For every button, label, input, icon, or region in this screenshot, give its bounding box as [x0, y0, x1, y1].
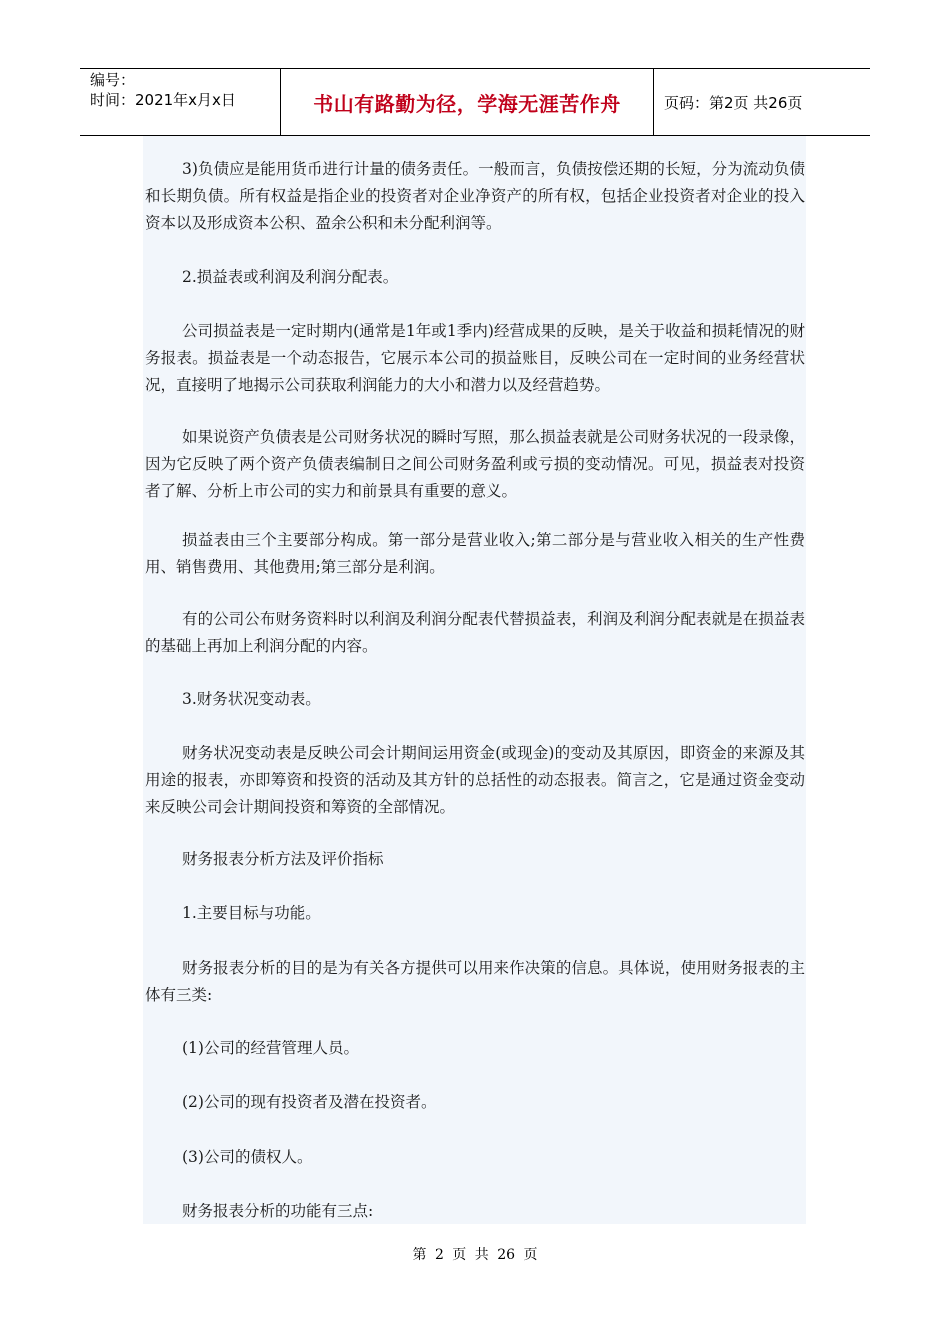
section-heading: 2.损益表或利润及利润分配表。 — [182, 268, 399, 286]
list-item: (2)公司的现有投资者及潜在投资者。 — [182, 1093, 437, 1111]
document-number-label: 编号： — [90, 71, 136, 89]
paragraph: 如果说资产负债表是公司财务状况的瞬时写照，那么损益表就是公司财务状况的一段录像，因为它反映了两个资产负债表编制日之间公司财务盈利或亏损的变动情况。可见，损益表对投资者了解、分析上市公司的实力和前景具有重要的意义。 — [145, 428, 805, 500]
header-left-cell — [80, 69, 281, 135]
paragraph: 财务状况变动表是反映公司会计期间运用资金(或现金)的变动及其原因，即资金的来源及其用途的报表，亦即筹资和投资的活动及其方针的总括性的动态报表。简言之，它是通过资金变动来反映公司会计期间投资和筹资的全部情况。 — [145, 744, 805, 816]
header-table — [80, 68, 870, 136]
paragraph: 3)负债应是能用货币进行计量的债务责任。一般而言，负债按偿还期的长短，分为流动负债和长期负债。所有权益是指企业的投资者对企业净资产的所有权，包括企业投资者对企业的投入资本以及形成资本公积、盈余公积和未分配利润等。 — [145, 160, 805, 232]
document-time-label: 时间：2021年x月x日 — [90, 91, 236, 109]
section-heading: 1.主要目标与功能。 — [182, 904, 321, 922]
header-page-info: 页码：第2页 共26页 — [664, 93, 803, 112]
section-heading: 财务报表分析方法及评价指标 — [182, 850, 384, 868]
list-item: (1)公司的经营管理人员。 — [182, 1039, 359, 1057]
paragraph: 公司损益表是一定时期内(通常是1年或1季内)经营成果的反映，是关于收益和损耗情况的财务报表。损益表是一个动态报告，它展示本公司的损益账目，反映公司在一定时间的业务经营状况，直接明了地揭示公司获取利润能力的大小和潜力以及经营趋势。 — [145, 322, 805, 394]
list-item: (3)公司的债权人。 — [182, 1148, 313, 1166]
paragraph: 财务报表分析的目的是为有关各方提供可以用来作决策的信息。具体说，使用财务报表的主体有三类: — [145, 959, 805, 1004]
page-footer: 第 2 页 共 26 页 — [412, 1247, 538, 1263]
paragraph: 损益表由三个主要部分构成。第一部分是营业收入;第二部分是与营业收入相关的生产性费用、销售费用、其他费用;第三部分是利润。 — [145, 531, 805, 576]
header-motto: 书山有路勤为径，学海无涯苦作舟 — [281, 69, 654, 135]
paragraph: 有的公司公布财务资料时以利润及利润分配表代替损益表，利润及利润分配表就是在损益表的基础上再加上利润分配的内容。 — [145, 610, 805, 655]
paragraph: 财务报表分析的功能有三点: — [182, 1202, 374, 1220]
section-heading: 3.财务状况变动表。 — [182, 690, 321, 708]
